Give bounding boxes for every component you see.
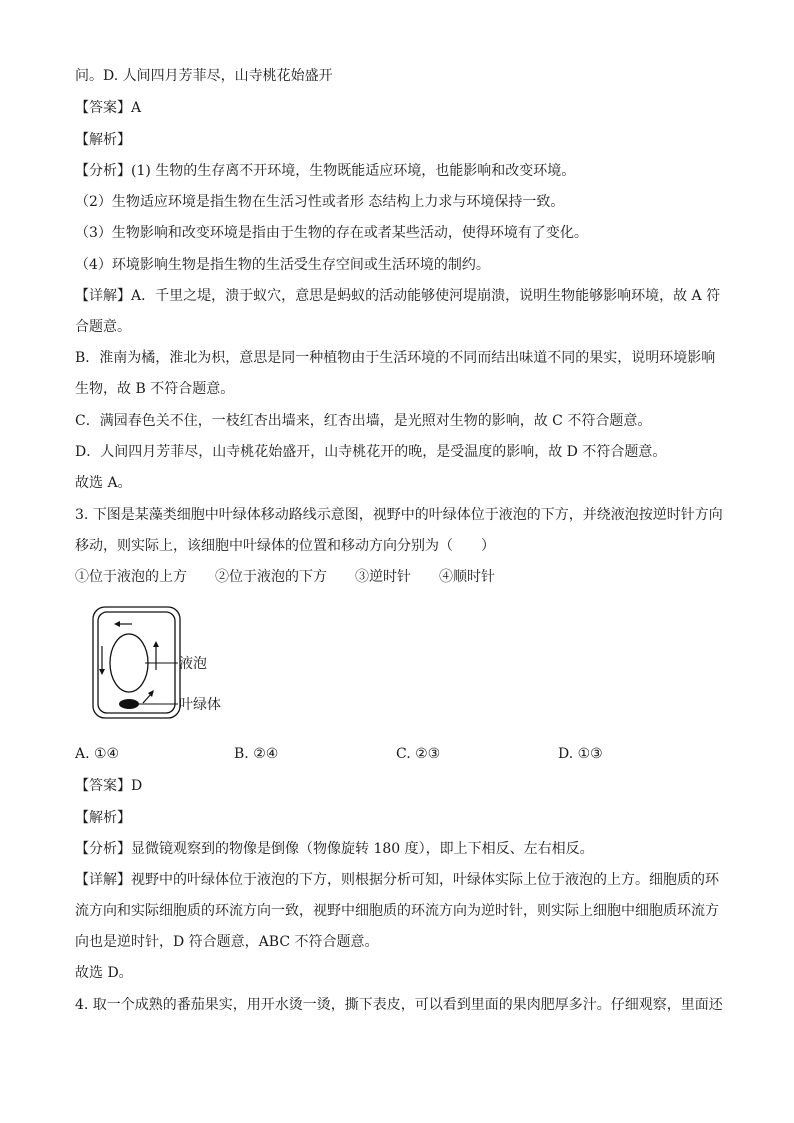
text-line: 故选 D。: [75, 965, 133, 981]
text-line: 流方向和实际细胞质的环流方向一致，视野中细胞质的环流方向为逆时针，则实际上细胞中细胞质环流方: [75, 903, 719, 919]
text-line: （4）环境影响生物是指生物的生活受生存空间或生活环境的制约。: [75, 257, 490, 273]
text-line: （2）生物适应环境是指生物在生活习性或者形 态结构上力求与环境保持一致。: [75, 194, 565, 210]
text-line: 【详解】A．千里之堤，溃于蚁穴，意思是蚂蚁的活动能够使河堤崩溃，说明生物能够影响环境，故 A 符: [75, 288, 721, 304]
text-line: 【详解】视野中的叶绿体位于液泡的下方，则根据分析可知，叶绿体实际上位于液泡的上方。细胞质的环: [75, 872, 719, 888]
chloroplast-shape: [119, 699, 139, 709]
text-line: （3）生物影响和改变环境是指由于生物的存在或者某些活动，使得环境有了变化。: [75, 225, 588, 241]
question-3-stem: 移动，则实际上，该细胞中叶绿体的位置和移动方向分别为（ ）: [75, 538, 495, 554]
text-line: 向也是逆时针，D 符合题意，ABC 不符合题意。: [75, 934, 379, 950]
arrow-top-head: [114, 621, 120, 627]
option-c: C. ②③: [396, 746, 441, 762]
arrow-right-head: [153, 641, 159, 647]
option-d: D. ①③: [558, 746, 603, 762]
answer-label: 【答案】D: [75, 778, 143, 794]
vacuole-shape: [110, 634, 148, 692]
question-3-choices: ①位于液泡的上方 ②位于液泡的下方 ③逆时针 ④顺时针: [75, 569, 495, 585]
text-line: D．人间四月芳菲尽，山寺桃花始盛开，山寺桃花开的晚，是受温度的影响，故 D 不符合题意。: [75, 444, 667, 460]
text-line: 合题意。: [75, 319, 131, 335]
text-line: B．淮南为橘，淮北为枳，意思是同一种植物由于生活环境的不同而结出味道不同的果实，说明环境影响: [75, 350, 716, 366]
option-b: B. ②④: [234, 746, 279, 762]
option-a: A. ①④: [75, 746, 120, 762]
chloroplast-diagram: [85, 600, 285, 729]
text-line: C．满园春色关不住，一枝红杏出墙来，红杏出墙，是光照对生物的影响，故 C 不符合题意。: [75, 413, 652, 429]
chloroplast-label: 叶绿体: [179, 697, 221, 713]
text-line: 【分析】(1) 生物的生存离不开环境，生物既能适应环境，也能影响和改变环境。: [75, 163, 576, 179]
arrow-left-head: [99, 669, 105, 675]
text-line: 【分析】显微镜观察到的物像是倒像（物像旋转 180 度），即上下相反、左右相反。: [75, 841, 594, 857]
analysis-label: 【解析】: [75, 810, 131, 826]
question-3-stem: 3. 下图是某藻类细胞中叶绿体移动路线示意图，视野中的叶绿体位于液泡的下方，并绕液泡按逆时针方向: [75, 507, 723, 523]
analysis-label: 【解析】: [75, 132, 131, 148]
text-line: 故选 A。: [75, 475, 132, 491]
text-line: 问。D. 人间四月芳菲尽，山寺桃花始盛开: [75, 68, 333, 84]
answer-label: 【答案】A: [75, 100, 142, 116]
text-line: 生物，故 B 不符合题意。: [75, 381, 235, 397]
vacuole-label: 液泡: [179, 656, 207, 672]
question-4-stem: 4. 取一个成熟的番茄果实，用开水烫一烫，撕下表皮，可以看到里面的果肉肥厚多汁。仔细观察，里面还: [75, 997, 723, 1013]
